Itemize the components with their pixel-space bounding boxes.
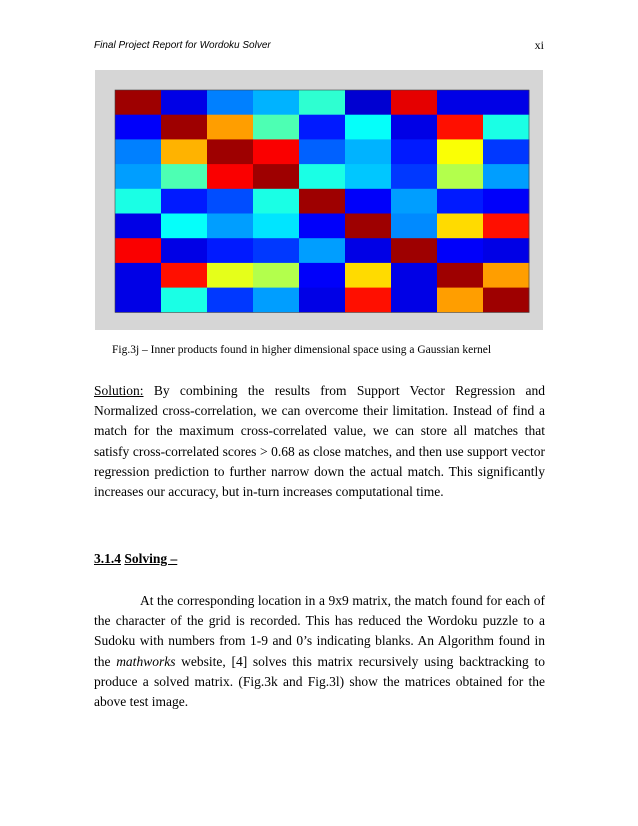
- heatmap-cell: [345, 288, 391, 313]
- heatmap-cell: [161, 238, 207, 263]
- heatmap-cell: [391, 189, 437, 214]
- heatmap-cell: [253, 238, 299, 263]
- heatmap-cell: [345, 214, 391, 239]
- heatmap-cell: [161, 115, 207, 140]
- mathworks-term: mathworks: [116, 653, 176, 669]
- heatmap-cell: [437, 115, 483, 140]
- heatmap-cell: [161, 139, 207, 164]
- heatmap-cell: [345, 189, 391, 214]
- running-head: Final Project Report for Wordoku Solver: [94, 40, 271, 51]
- heatmap-cell: [207, 238, 253, 263]
- heatmap-cell: [253, 115, 299, 140]
- heatmap-cell: [115, 288, 161, 313]
- heatmap-cell: [345, 139, 391, 164]
- section-title: Solving –: [124, 551, 178, 566]
- heatmap-cell: [161, 288, 207, 313]
- heatmap-cell: [391, 90, 437, 115]
- heatmap-cell: [437, 214, 483, 239]
- section-heading: [94, 551, 177, 567]
- solution-text: By combining the results from Support Vector Regression and Normalized cross-correlation, we can overcome their limitation. Instead of find a match for the maximum cross-correlated value, we can store all matches that satisfy cross-correlated scores > 0.68 as close matches, and then use support vector regression prediction to further narrow down the actual match. This significantly increases our accuracy, but in-turn increases computational time.: [94, 383, 545, 500]
- heatmap-cell: [207, 189, 253, 214]
- heatmap-cell: [207, 115, 253, 140]
- heatmap-cell: [391, 115, 437, 140]
- figure-heatmap: [95, 70, 543, 330]
- heatmap-cell: [437, 90, 483, 115]
- heatmap-cell: [299, 139, 345, 164]
- heatmap-cell: [161, 164, 207, 189]
- heatmap-cell: [345, 115, 391, 140]
- solution-paragraph: [94, 381, 545, 502]
- solving-text-2: website, [4] solves this matrix recursively using backtracking to produce a solved matrix. (Fig.3k and Fig.3l) show the matrices obtained for the above test image.: [94, 653, 545, 710]
- heatmap-cell: [299, 214, 345, 239]
- heatmap-cell: [253, 263, 299, 288]
- heatmap-cell: [115, 238, 161, 263]
- heatmap-cell: [115, 115, 161, 140]
- heatmap-cell: [253, 164, 299, 189]
- heatmap-chart: [95, 70, 543, 330]
- heatmap-cell: [483, 115, 529, 140]
- heatmap-cell: [299, 263, 345, 288]
- heatmap-cell: [483, 238, 529, 263]
- heatmap-cell: [299, 164, 345, 189]
- heatmap-cell: [483, 288, 529, 313]
- heatmap-cell: [299, 115, 345, 140]
- heatmap-cell: [483, 139, 529, 164]
- solving-text-1: At the corresponding location in a 9x9 matrix, the match found for each of the character of the grid is recorded. This has reduced the Wordoku puzzle to a Sudoku with numbers from 1-9 and 0’s indicating blanks. An Algorithm found in the: [94, 593, 545, 669]
- page-number: xi: [534, 38, 544, 52]
- heatmap-cell: [437, 164, 483, 189]
- heatmap-cell: [115, 263, 161, 288]
- heatmap-cell: [299, 90, 345, 115]
- heatmap-cell: [345, 90, 391, 115]
- heatmap-cell: [207, 139, 253, 164]
- heatmap-cell: [115, 214, 161, 239]
- heatmap-cell: [299, 189, 345, 214]
- heatmap-cell: [437, 189, 483, 214]
- heatmap-cell: [391, 214, 437, 239]
- heatmap-cell: [115, 164, 161, 189]
- heatmap-cell: [299, 238, 345, 263]
- heatmap-cell: [161, 214, 207, 239]
- heatmap-cell: [437, 238, 483, 263]
- heatmap-cell: [391, 263, 437, 288]
- heatmap-cell: [391, 288, 437, 313]
- heatmap-cell: [437, 288, 483, 313]
- heatmap-cell: [483, 90, 529, 115]
- heatmap-cell: [115, 90, 161, 115]
- heatmap-cell: [253, 90, 299, 115]
- heatmap-cell: [483, 214, 529, 239]
- heatmap-cell: [207, 263, 253, 288]
- heatmap-cell: [391, 164, 437, 189]
- heatmap-cell: [437, 263, 483, 288]
- heatmap-cell: [345, 263, 391, 288]
- section-number: 3.1.4: [94, 551, 121, 566]
- heatmap-cell: [253, 214, 299, 239]
- solving-paragraph: [94, 591, 545, 712]
- heatmap-cell: [391, 139, 437, 164]
- heatmap-cell: [207, 214, 253, 239]
- heatmap-cell: [207, 164, 253, 189]
- heatmap-cell: [345, 238, 391, 263]
- heatmap-cell: [345, 164, 391, 189]
- heatmap-cell: [483, 263, 529, 288]
- heatmap-cell: [299, 288, 345, 313]
- heatmap-cell: [161, 189, 207, 214]
- solution-label: Solution:: [94, 383, 144, 398]
- heatmap-cell: [391, 238, 437, 263]
- figure-caption: Fig.3j – Inner products found in higher dimensional space using a Gaussian kernel: [112, 344, 492, 356]
- heatmap-cell: [207, 288, 253, 313]
- heatmap-cell: [483, 164, 529, 189]
- heatmap-cell: [115, 139, 161, 164]
- heatmap-cell: [161, 263, 207, 288]
- heatmap-cell: [437, 139, 483, 164]
- heatmap-cell: [483, 189, 529, 214]
- heatmap-cell: [253, 288, 299, 313]
- heatmap-cell: [115, 189, 161, 214]
- heatmap-cell: [253, 189, 299, 214]
- heatmap-cell: [161, 90, 207, 115]
- heatmap-cell: [253, 139, 299, 164]
- heatmap-cell: [207, 90, 253, 115]
